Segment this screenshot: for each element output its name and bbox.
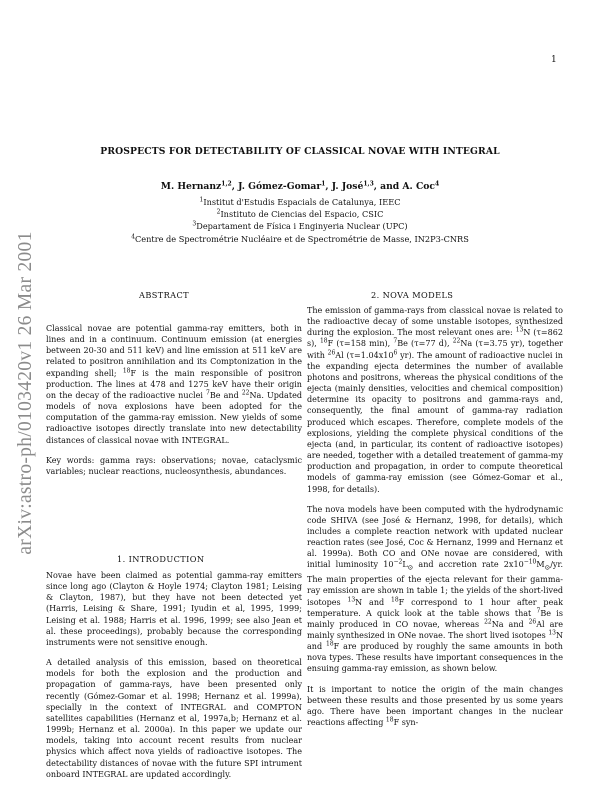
- affiliation-list: [0, 196, 600, 245]
- author-list: M. Hernanz$^{1,2}$, J. Gómez-Gomar$^1$, J. José$^{1,3}$, and A. Coc$^4$: [160, 180, 440, 192]
- keywords: Key words: gamma rays: observations; novae, cataclysmic variables; nuclear reactions, nucleosynthesis, abundances.: [46, 455, 302, 476]
- introduction-column: [46, 570, 302, 789]
- intro-paragraph: A detailed analysis of this emission, based on theoretical models for both the explosion and the production and propagation of gamma-rays, have been presented only recently (Gómez-Gomar et al. 1998; Hernanz et al. 1999a), specially in the context of INTEGRAL and COMPTON satellites capabilities (Hernanz et al, 1997a,b; Hernanz et al. 1999b; Hernanz et al. 2000a). In this paper we update our models, taking into account recent results from nuclear physics which affect nova yields of radioactive isotopes. The detectability distances of novae with the future SPI intrument onboard INTEGRAL are updated accordingly.: [46, 658, 302, 779]
- page-number: 1: [551, 55, 557, 65]
- paper-title: PROSPECTS FOR DETECTABILITY OF CLASSICAL NOVAE WITH INTEGRAL: [100, 146, 500, 157]
- abstract-column: [46, 323, 302, 486]
- models-paragraph: It is important to notice the origin of the main changes between these results and those presented by us some years ago. There have been important changes in the nuclear reactions affecting $^{18}$F syn-: [307, 684, 563, 728]
- abstract-text: Classical novae are potential gamma-ray emitters, both in lines and in a continuum. Continuum emission (at energies between 20-30 and 511 keV) and line emission at 511 keV are related to positron annihilation and its Comptonization in the expanding shell; $^{18}$F is the main responsible of positron production. The lines at 478 and 1275 keV have their origin on the decay of the radioactive nuclei $^7$Be and $^{22}$Na. Updated models of nova explosions have been adopted for the computation of the gamma-ray emission. New yields of some radioactive isotopes directly translate into new detectability distances of classical novae with INTEGRAL.: [46, 324, 302, 445]
- affiliation: $^1$Institut d'Estudis Espacials de Catalunya, IEEC: [199, 196, 401, 207]
- affiliation: $^3$Departament de Física i Enginyeria Nuclear (UPC): [192, 220, 408, 232]
- affiliation: $^4$Centre de Spectrométrie Nucléaire et de Spectrométrie de Masse, IN2P3-CNRS: [131, 233, 469, 244]
- introduction-heading: 1. INTRODUCTION: [117, 554, 205, 564]
- nova-models-column: [307, 305, 563, 737]
- abstract-heading: ABSTRACT: [139, 290, 190, 300]
- intro-paragraph: Novae have been claimed as potential gamma-ray emitters since long ago (Clayton & Hoyle 1974; Clayton 1981; Leising & Clayton, 1987), but they have not been detected yet (Harris, Leising & Share, 1991; Iyudin et al, 1995, 1999; Leising et al. 1988; Harris et al. 1996, 1999; see also Jean et al. these proceedings), probably because the corresponding instruments were not sensitive enough.: [46, 571, 302, 647]
- arxiv-identifier: arXiv:astro-ph/0103420v1 26 Mar 2001: [15, 231, 36, 555]
- nova-models-heading: 2. NOVA MODELS: [371, 290, 454, 300]
- models-paragraph: The emission of gamma-rays from classical novae is related to the radioactive decay of some unstable isotopes, synthesized during the explosion. The most relevant ones are: $^{13}$N (τ=862 s), $^{18}$F (τ=158 min), $^7$Be (τ=77 d), $^{22}$Na (τ=3.75 yr), together with $^{26}$Al ($\tau=1.04x10^6$ yr). The amount of radioactive nuclei in the expanding ejecta determines the number of available photons and positrons, whereas the physical conditions of the ejecta (mainly densities, velocities and chemical composition) determine its opacity to positrons and gamma-rays and, consequently, the final amount of gamma-ray radiation produced which escapes. Therefore, complete models of the explosions, yielding the complete physical conditions of the ejecta (and, in particular, its content of radioactive isotopes) are needed, together with a detailed treatement of gamma-my production and propagation, in order to compute theoretical models of gamma-ray emission (see Gómez-Gomar et al., 1998, for details).: [307, 306, 563, 494]
- affiliation: $^2$Instituto de Ciencias del Espacio, CSIC: [216, 208, 384, 220]
- models-paragraph: The nova models have been computed with the hydrodynamic code SHIVA (see José & Hernanz, 1998, for details), which includes a complete reaction network with updated nuclear reaction rates (see José, Coc & Hernanz, 1999 and Hernanz et al. 1999a). Both CO and ONe novae are considered, with initial luminosity $10^{-2}L_⊙$ and accretion rate $2x10^{-10}M_⊙/yr$. The main properties of the ejecta relevant for their gamma-ray emission are shown in table 1; the yields of the short-lived isotopes $^{13}$N and $^{18}$F correspond to 1 hour after peak temperature. A quick look at the table shows that $^7$Be is mainly produced in CO novae, whereas $^{22}$Na and $^{26}$Al are mainly synthesized in ONe novae. The short lived isotopes $^{13}$N and $^{18}$F are produced by roughly the same amounts in both nova types. These results have important consequences in the ensuing gamma-ray emission, as shown below.: [307, 504, 563, 674]
